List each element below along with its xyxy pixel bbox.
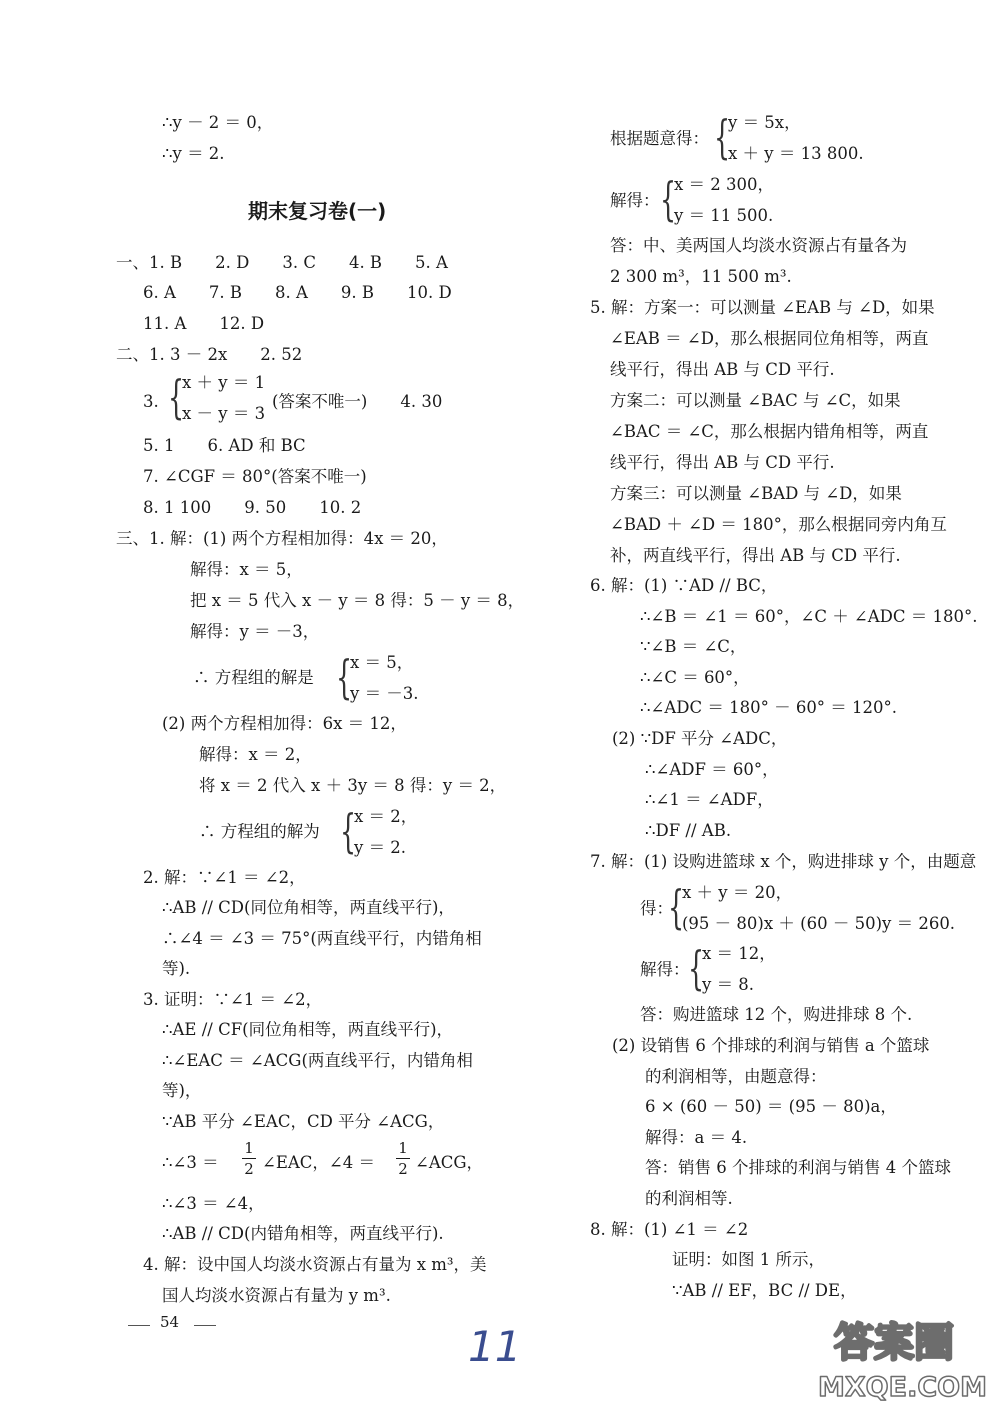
fraction-denominator: 2 [244,1160,254,1178]
equation: x ＋ y ＝ 20， [682,883,793,902]
solution-line: ∠BAC ＝ ∠C，那么根据内错角相等，两直 [610,422,929,441]
left-top-line-1: ∴y － 2 ＝ 0， [162,113,274,132]
solution-line: 解得：a ＝ 4. [645,1128,748,1147]
equation: x ＝ 12， [702,944,776,963]
solution-line: 答：销售 6 个排球的利润与销售 4 个篮球 [645,1158,951,1177]
fill-answers-row-1: 二、1. 3 － 2x 2. 52 [116,345,303,364]
equation: y ＝ －3. [350,684,419,703]
equation: y ＝ 11 500. [674,206,774,225]
solution-line: 三、1. 解：(1) 两个方程相加得：4x ＝ 20， [116,529,448,548]
handwritten-mark: 11 [468,1322,522,1371]
solution-line: ∴∠B ＝ ∠1 ＝ 60°，∠C ＋ ∠ADC ＝ 180°. [640,607,978,626]
solution-line: 将 x ＝ 2 代入 x ＋ 3y ＝ 8 得：y ＝ 2， [199,776,507,795]
solution-line: 2. 解：∵∠1 ＝ ∠2， [143,868,306,887]
solution-line-part: ∠ACG， [415,1153,484,1172]
solution-system-2 [340,806,460,862]
solution-line: (2) 两个方程相加得：6x ＝ 12， [162,714,407,733]
left-brace-icon: { [660,172,677,226]
choice-answers-row-1: 一、1. B 2. D 3. C 4. B 5. A [116,253,448,272]
solution-lead: 解得： [610,191,660,210]
fraction-denominator: 2 [398,1160,408,1178]
solution-line: 解得：x ＝ 2， [199,745,312,764]
left-brace-icon: { [688,941,705,995]
solution-line: ∴∠ADC ＝ 180° － 60° ＝ 120°. [640,698,898,717]
equation: x ＝ 2 300， [674,175,775,194]
left-brace-icon: { [336,650,353,704]
equation-system [668,882,968,938]
fraction-bar [242,1158,256,1159]
equation: x ＝ 5， [350,653,414,672]
fill-q3-note: (答案不唯一) 4. 30 [272,392,443,411]
solution-line: 等). [162,959,191,978]
solution-line: 线平行，得出 AB 与 CD 平行. [610,453,835,472]
solution-line: ∵AB 平分 ∠EAC，CD 平分 ∠ACG， [162,1112,445,1131]
solution-line: 国人均淡水资源占有量为 y m³. [162,1286,391,1305]
solution-line: ∴AB // CD(内错角相等，两直线平行). [162,1224,444,1243]
solution-line: 证明：如图 1 所示， [672,1250,825,1269]
left-brace-icon: { [668,880,685,934]
equation-system [714,112,894,168]
equation: x ＋ y ＝ 13 800. [728,144,864,163]
equation: x ＝ 2， [354,807,418,826]
solution-line: 把 x ＝ 5 代入 x － y ＝ 8 得：5 － y ＝ 8， [190,591,525,610]
equation: x － y ＝ 3 [182,404,266,423]
solution-line: ∵AB // EF，BC // DE， [672,1281,857,1300]
solution-line: (2) ∵DF 平分 ∠ADC， [612,729,788,748]
solution-line: 的利润相等，由题意得： [645,1067,827,1086]
left-brace-icon: { [168,370,185,424]
fraction-numerator: 1 [398,1139,408,1157]
solution-line: ∴AE // CF(同位角相等，两直线平行)， [162,1020,454,1039]
solution-line: 答：购进篮球 12 个，购进排球 8 个. [640,1005,913,1024]
solution-line: 6 × (60 － 50) ＝ (95 － 80)a， [645,1097,897,1116]
fill-answers-row-5: 8. 1 100 9. 50 10. 2 [143,498,362,517]
solution-lead: ∴ 方程组的解是 [193,668,314,687]
solution-line: ∴∠4 ＝ ∠3 ＝ 75°(两直线平行，内错角相 [162,929,482,948]
fill-q3-equation-system [168,372,288,428]
equation-system [688,943,808,999]
equation: y ＝ 2. [354,838,407,857]
watermark [814,1306,994,1406]
solution-line: 4. 解：设中国人均淡水资源占有量为 x m³，美 [143,1255,487,1274]
solution-line: ∴∠C ＝ 60°， [640,668,750,687]
solution-line: 的利润相等. [645,1189,733,1208]
equation: y ＝ 8. [702,975,755,994]
solution-line: 解得：y ＝ －3， [190,622,320,641]
solution-line: ∴AB // CD(同位角相等，两直线平行)， [162,898,455,917]
solution-line: 6. 解：(1) ∵AD // BC， [590,576,778,595]
left-brace-icon: { [714,110,731,164]
equation: (95 － 80)x ＋ (60 － 50)y ＝ 260. [682,914,956,933]
watermark-logo-icon [814,1306,994,1406]
fraction-one-half [396,1139,410,1178]
watermark-site-text: MXQE.COM [818,1372,987,1403]
page-title: 期末复习卷(一) [248,199,387,223]
solution-system-1 [336,652,456,708]
solution-line: 3. 证明：∵∠1 ＝ ∠2， [143,990,323,1009]
left-brace-icon: { [340,804,357,858]
solution-line: 补，两直线平行，得出 AB 与 CD 平行. [610,546,901,565]
solution-lead: 解得： [640,960,690,979]
page-number-dash [194,1325,216,1326]
solution-line: 5. 解：方案一：可以测量 ∠EAB 与 ∠D，如果 [590,298,935,317]
solution-line: 等)， [162,1081,202,1100]
equation: x ＋ y ＝ 1 [182,373,266,392]
solution-lead: 根据题意得： [610,129,709,148]
fraction-numerator: 1 [244,1139,254,1157]
page-number: 54 [160,1313,180,1331]
solution-line-part: ∠EAC，∠4 ＝ [262,1153,375,1172]
solution-line: ∴DF // AB. [645,821,732,840]
choice-answers-row-2: 6. A 7. B 8. A 9. B 10. D [143,283,452,302]
solution-line: 线平行，得出 AB 与 CD 平行. [610,360,835,379]
watermark-logo-text: 答案圈 [834,1320,954,1366]
fill-answers-row-3: 5. 1 6. AD 和 BC [143,436,306,455]
choice-answers-row-3: 11. A 12. D [143,314,265,333]
equation: y ＝ 5x， [728,113,801,132]
solution-line: ∴∠3 ＝ ∠4， [162,1194,265,1213]
solution-line: ∵∠B ＝ ∠C， [640,637,747,656]
solution-line: 答：中、美两国人均淡水资源占有量各为 [610,236,907,255]
solution-lead: 得： [640,899,673,918]
fill-answers-row-4: 7. ∠CGF ＝ 80°(答案不唯一) [143,467,367,486]
solution-line-part: ∴∠3 ＝ [162,1153,219,1172]
solution-line: ∴∠1 ＝ ∠ADF， [645,790,774,809]
solution-line: 2 300 m³，11 500 m³. [610,267,792,286]
solution-line: ∠EAB ＝ ∠D，那么根据同位角相等，两直 [610,329,929,348]
solution-line: 方案三：可以测量 ∠BAD 与 ∠D，如果 [610,484,902,503]
solution-line: 7. 解：(1) 设购进篮球 x 个，购进排球 y 个，由题意 [590,852,977,871]
solution-line: ∴∠ADF ＝ 60°， [645,760,779,779]
solution-line: 解得：x ＝ 5， [190,560,303,579]
equation-system [660,174,800,230]
solution-line: 8. 解：(1) ∠1 ＝ ∠2 [590,1220,749,1239]
solution-line: 方案二：可以测量 ∠BAC 与 ∠C，如果 [610,391,901,410]
fraction-one-half [242,1139,256,1178]
solution-lead: ∴ 方程组的解为 [199,822,320,841]
fraction-bar [396,1158,410,1159]
solution-line: ∠BAD ＋ ∠D ＝ 180°，那么根据同旁内角互 [610,515,947,534]
left-top-line-2: ∴y ＝ 2. [162,144,225,163]
fill-q3-number: 3. [143,392,159,411]
page-number-dash [128,1325,150,1326]
solution-line: (2) 设销售 6 个排球的利润与销售 a 个篮球 [612,1036,930,1055]
solution-line: ∴∠EAC ＝ ∠ACG(两直线平行，内错角相 [162,1051,473,1070]
